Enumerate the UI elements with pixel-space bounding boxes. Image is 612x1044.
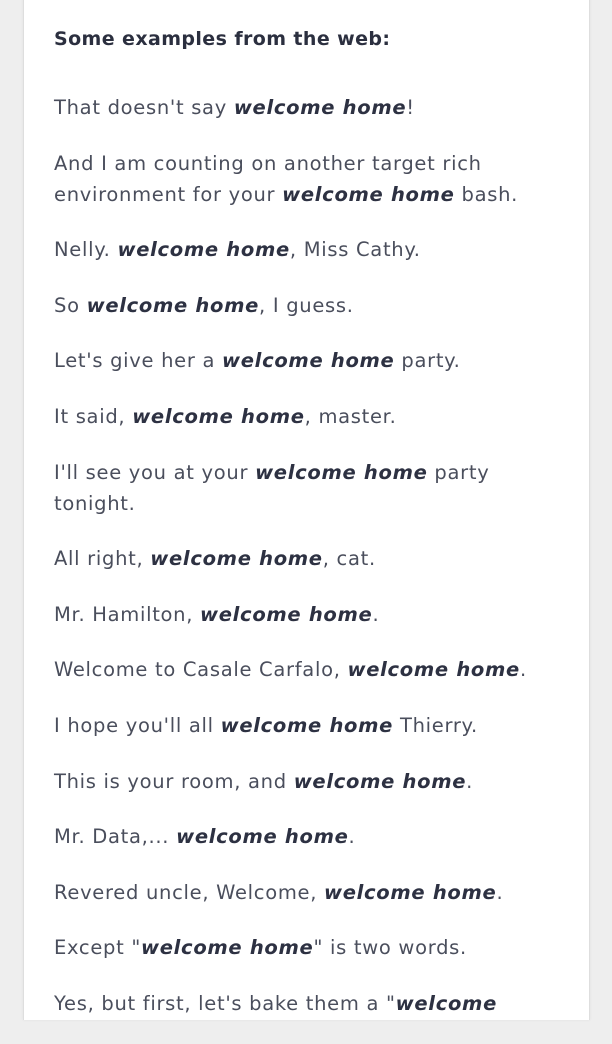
highlighted-phrase: welcome home: [200, 602, 373, 626]
sentence-text: .: [348, 825, 356, 849]
sentence-text: , Miss Cathy.: [289, 238, 421, 262]
example-sentence: [54, 766, 574, 797]
example-sentence: [54, 877, 574, 908]
sentence-text: Welcome to Casale Carfalo,: [54, 658, 348, 682]
highlighted-phrase: welcome home: [117, 238, 290, 262]
highlighted-phrase: welcome home: [347, 658, 520, 682]
highlighted-phrase: welcome home: [293, 769, 467, 793]
sentence-text: I hope you'll all: [54, 713, 221, 737]
example-sentence: [54, 345, 574, 376]
examples-heading: Some examples from the web:: [54, 28, 391, 50]
example-sentence: [54, 290, 574, 321]
sentence-text: And I am counting on another target rich environment for your: [54, 151, 482, 206]
example-sentence: [54, 821, 574, 852]
sentence-text: That doesn't say: [54, 96, 234, 119]
example-sentence: [54, 401, 574, 432]
highlighted-phrase: welcome home: [255, 460, 428, 484]
example-sentence: [54, 92, 574, 123]
example-sentence: [54, 988, 574, 1019]
highlighted-phrase: welcome home: [86, 293, 260, 317]
example-sentence: [54, 932, 574, 963]
highlighted-phrase: welcome home: [132, 404, 305, 428]
example-sentence: [54, 654, 574, 685]
sentence-text: !: [406, 96, 415, 119]
example-sentence: [54, 599, 574, 630]
sentence-text: bash.: [454, 182, 519, 206]
highlighted-phrase: welcome home: [220, 713, 394, 737]
sentence-text: Revered uncle, Welcome,: [54, 880, 325, 904]
sentence-text: , I guess.: [259, 293, 354, 317]
example-sentence: [54, 543, 574, 574]
highlighted-phrase: welcome home: [233, 96, 407, 119]
sentence-text: .: [496, 880, 504, 904]
sentence-text: .: [466, 769, 474, 793]
sentence-text: Mr. Hamilton,: [54, 602, 201, 626]
highlighted-phrase: welcome home: [141, 936, 314, 960]
sentence-text: Thierry.: [393, 713, 478, 737]
highlighted-phrase: welcome: [395, 991, 497, 1015]
highlighted-phrase: welcome home: [222, 349, 395, 373]
sentence-text: party tonight.: [54, 460, 490, 515]
sentence-text: So: [54, 293, 87, 317]
example-sentence: [54, 457, 574, 519]
example-sentence: [54, 234, 574, 265]
sentence-text: Except ": [54, 936, 142, 960]
example-sentence: [54, 710, 574, 741]
sentence-text: It said,: [54, 404, 133, 428]
sentence-text: , cat.: [322, 547, 376, 571]
sentence-text: Nelly.: [54, 238, 118, 262]
sentence-text: " is two words.: [313, 936, 467, 960]
highlighted-phrase: welcome home: [150, 547, 323, 571]
highlighted-phrase: welcome home: [282, 182, 455, 206]
sentence-text: party.: [394, 349, 461, 373]
highlighted-phrase: welcome home: [324, 880, 497, 904]
sentence-text: I'll see you at your: [54, 460, 256, 484]
examples-list: [54, 92, 574, 1044]
sentence-text: Yes, but first, let's bake them a ": [54, 991, 396, 1015]
sentence-text: , master.: [304, 404, 397, 428]
sentence-text: This is your room, and: [54, 769, 294, 793]
sentence-text: Mr. Data,...: [54, 825, 177, 849]
highlighted-phrase: welcome home: [176, 825, 349, 849]
example-sentence: [54, 148, 574, 210]
sentence-text: Let's give her a: [54, 349, 223, 373]
sentence-text: .: [372, 602, 380, 626]
sentence-text: .: [519, 658, 527, 682]
sentence-text: All right,: [54, 547, 151, 571]
